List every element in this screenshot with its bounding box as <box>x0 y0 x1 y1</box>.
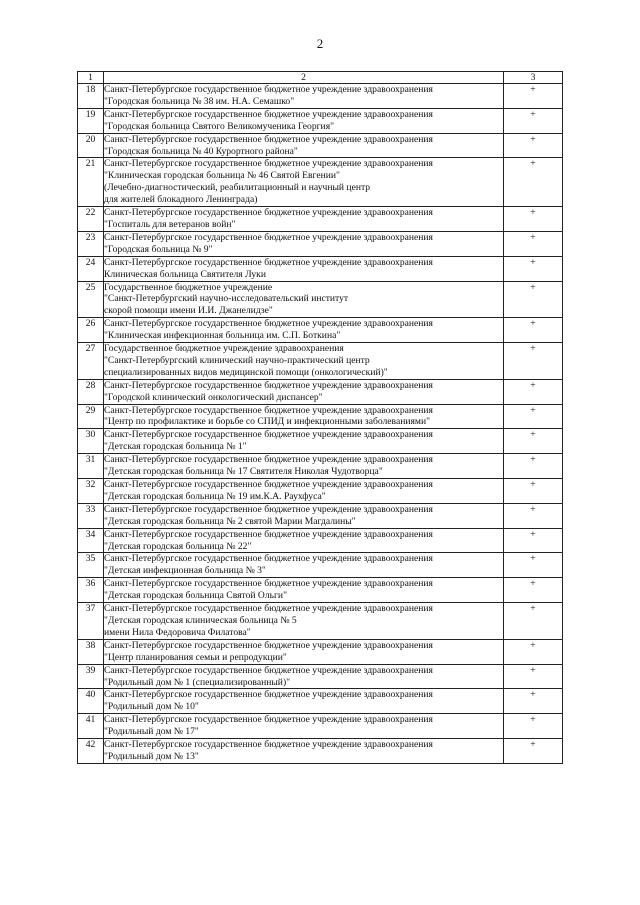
row-number: 37 <box>78 603 104 640</box>
institution-name-line: Санкт-Петербургское государственное бюджетное учреждение здравоохранения <box>104 404 433 416</box>
row-number: 21 <box>78 158 104 207</box>
table-row <box>78 553 563 578</box>
institution-name-line: "Детская городская больница № 17 Святителя Николая Чудотворца" <box>104 466 383 478</box>
row-number: 25 <box>78 281 104 318</box>
institution-name-line: Санкт-Петербургское государственное бюджетное учреждение здравоохранения <box>104 231 433 243</box>
institution-name <box>104 739 504 764</box>
inclusion-mark: + <box>504 158 563 207</box>
table-row <box>78 739 563 764</box>
institution-name-line: Санкт-Петербургское государственное бюджетное учреждение здравоохранения <box>104 639 433 651</box>
row-number: 27 <box>78 343 104 380</box>
institutions-table <box>77 71 563 764</box>
institution-name-line: "Детская городская больница № 1" <box>104 441 247 453</box>
inclusion-mark: + <box>504 639 563 664</box>
institution-name-line: Санкт-Петербургское государственное бюджетное учреждение здравоохранения <box>104 479 433 490</box>
table-row <box>78 256 563 281</box>
row-number: 33 <box>78 503 104 528</box>
institution-name-line: "Детская городская больница № 2 святой Марии Магдалины" <box>104 515 356 527</box>
table-row <box>78 689 563 714</box>
inclusion-mark: + <box>504 578 563 603</box>
institution-name-line: "Городская больница Святого Великомученика Георгия" <box>104 120 335 132</box>
institution-name-line: Государственное бюджетное учреждение <box>104 281 273 293</box>
institution-name-line: "Центр планирования семьи и репродукции" <box>104 651 287 663</box>
header-col-3: 3 <box>504 72 563 84</box>
institution-name-line: имени Нила Федоровича Филатова" <box>104 626 251 638</box>
table-row <box>78 639 563 664</box>
inclusion-mark: + <box>504 256 563 281</box>
inclusion-mark: + <box>504 714 563 739</box>
row-number: 35 <box>78 553 104 578</box>
institution-name-line: Клиническая больница Святителя Луки <box>104 268 266 280</box>
header-col-1: 1 <box>78 72 104 84</box>
page-number: 2 <box>316 36 324 51</box>
table-row <box>78 231 563 256</box>
inclusion-mark: + <box>504 739 563 764</box>
institution-name-line: Санкт-Петербургское государственное бюджетное учреждение здравоохранения <box>104 689 433 701</box>
row-number: 22 <box>78 207 104 232</box>
institution-name <box>104 404 504 429</box>
institution-name-line: "Городской клинический онкологический диспансер" <box>104 391 323 403</box>
institution-name-line: Санкт-Петербургское государственное бюджетное учреждение здравоохранения <box>104 528 433 540</box>
table-row <box>78 603 563 640</box>
row-number: 29 <box>78 404 104 429</box>
institution-name-line: Санкт-Петербургское государственное бюджетное учреждение здравоохранения <box>104 84 433 95</box>
row-number: 39 <box>78 664 104 689</box>
institution-name <box>104 714 504 739</box>
institution-name-line: "Городская больница № 40 Курортного района" <box>104 145 298 157</box>
table-row <box>78 664 563 689</box>
institution-name-line: Санкт-Петербургское государственное бюджетное учреждение здравоохранения <box>104 207 433 219</box>
institution-name-line: скорой помощи имени И.И. Джанелидзе" <box>104 305 273 317</box>
table-row <box>78 108 563 133</box>
institution-name-line: Санкт-Петербургское государственное бюджетное учреждение здравоохранения <box>104 158 433 170</box>
row-number: 32 <box>78 479 104 504</box>
institution-name <box>104 578 504 603</box>
institution-name-line: Санкт-Петербургское государственное бюджетное учреждение здравоохранения <box>104 256 433 268</box>
table-row <box>78 528 563 553</box>
inclusion-mark: + <box>504 664 563 689</box>
table-row <box>78 158 563 207</box>
table-row <box>78 578 563 603</box>
institution-name-line: Санкт-Петербургское государственное бюджетное учреждение здравоохранения <box>104 553 433 565</box>
table-row <box>78 503 563 528</box>
institution-name-line: "Родильный дом № 13" <box>104 750 199 762</box>
institution-name <box>104 318 504 343</box>
inclusion-mark: + <box>504 84 563 109</box>
inclusion-mark: + <box>504 379 563 404</box>
institution-name <box>104 603 504 640</box>
inclusion-mark: + <box>504 429 563 454</box>
institution-name-line: Санкт-Петербургское государственное бюджетное учреждение здравоохранения <box>104 454 433 466</box>
institution-name <box>104 553 504 578</box>
table-row <box>78 84 563 109</box>
institution-name-line: "Госпиталь для ветеранов войн" <box>104 218 236 230</box>
row-number: 41 <box>78 714 104 739</box>
table-row <box>78 318 563 343</box>
row-number: 23 <box>78 231 104 256</box>
inclusion-mark: + <box>504 689 563 714</box>
row-number: 28 <box>78 379 104 404</box>
table-row <box>78 379 563 404</box>
institution-name <box>104 639 504 664</box>
institution-name-line: "Родильный дом № 10" <box>104 701 199 713</box>
row-number: 42 <box>78 739 104 764</box>
row-number: 34 <box>78 528 104 553</box>
row-number: 30 <box>78 429 104 454</box>
institution-name-line: "Детская городская клиническая больница № 5 <box>104 614 297 626</box>
institution-name <box>104 207 504 232</box>
institution-name-line: Санкт-Петербургское государственное бюджетное учреждение здравоохранения <box>104 503 433 515</box>
inclusion-mark: + <box>504 603 563 640</box>
table-row <box>78 281 563 318</box>
institution-name-line: "Санкт-Петербургский научно-исследовательский институт <box>104 293 349 305</box>
table-row <box>78 479 563 504</box>
institution-name <box>104 689 504 714</box>
institution-name-line: Санкт-Петербургское государственное бюджетное учреждение здравоохранения <box>104 739 433 751</box>
institution-name-line: Санкт-Петербургское государственное бюджетное учреждение здравоохранения <box>104 664 433 676</box>
institution-name-line: "Городская больница № 38 им. Н.А. Семашко" <box>104 95 295 107</box>
inclusion-mark: + <box>504 318 563 343</box>
institution-name <box>104 84 504 109</box>
table-row <box>78 133 563 158</box>
inclusion-mark: + <box>504 207 563 232</box>
institution-name-line: Санкт-Петербургское государственное бюджетное учреждение здравоохранения <box>104 379 433 391</box>
institution-name <box>104 528 504 553</box>
institution-name-line: "Детская городская больница № 22" <box>104 540 252 552</box>
institution-name-line: Санкт-Петербургское государственное бюджетное учреждение здравоохранения <box>104 578 433 590</box>
table-row <box>78 207 563 232</box>
institution-name <box>104 158 504 207</box>
table-row <box>78 404 563 429</box>
row-number: 18 <box>78 84 104 109</box>
header-col-2: 2 <box>104 72 504 84</box>
row-number: 40 <box>78 689 104 714</box>
inclusion-mark: + <box>504 479 563 504</box>
institution-name <box>104 343 504 380</box>
institution-name-line: "Городская больница № 9" <box>104 243 213 255</box>
inclusion-mark: + <box>504 553 563 578</box>
institution-name-line: "Родильный дом № 1 (специализированный)" <box>104 676 291 688</box>
row-number: 19 <box>78 108 104 133</box>
table-row <box>78 454 563 479</box>
inclusion-mark: + <box>504 108 563 133</box>
table-header-row <box>78 72 563 84</box>
institution-name-line: Санкт-Петербургское государственное бюджетное учреждение здравоохранения <box>104 603 433 615</box>
inclusion-mark: + <box>504 133 563 158</box>
institution-name <box>104 281 504 318</box>
row-number: 24 <box>78 256 104 281</box>
inclusion-mark: + <box>504 503 563 528</box>
inclusion-mark: + <box>504 281 563 318</box>
institution-name-line: "Клиническая инфекционная больница им. С.П. Боткина" <box>104 330 341 342</box>
institution-name-line: "Детская инфекционная больница № 3" <box>104 565 266 577</box>
inclusion-mark: + <box>504 528 563 553</box>
institution-name <box>104 256 504 281</box>
institution-name <box>104 479 504 504</box>
institution-name-line: "Клиническая городская больница № 46 Святой Евгении" <box>104 170 340 182</box>
institution-name-line: специализированных видов медицинской помощи (онкологический)" <box>104 366 388 378</box>
institution-name-line: Санкт-Петербургское государственное бюджетное учреждение здравоохранения <box>104 133 433 145</box>
institution-name <box>104 664 504 689</box>
institution-name-line: для жителей блокадного Ленинграда) <box>104 194 258 206</box>
institution-name-line: (Лечебно-диагностический, реабилитационный и научный центр <box>104 182 371 194</box>
institution-name-line: "Санкт-Петербургский клинический научно-практический центр <box>104 354 370 366</box>
institution-name <box>104 133 504 158</box>
institution-name-line: Санкт-Петербургское государственное бюджетное учреждение здравоохранения <box>104 318 433 330</box>
institution-name-line: Санкт-Петербургское государственное бюджетное учреждение здравоохранения <box>104 429 433 441</box>
institution-name-line: Санкт-Петербургское государственное бюджетное учреждение здравоохранения <box>104 108 433 120</box>
institution-name-line: "Родильный дом № 17" <box>104 726 199 738</box>
institution-name <box>104 231 504 256</box>
inclusion-mark: + <box>504 454 563 479</box>
inclusion-mark: + <box>504 404 563 429</box>
table-row <box>78 429 563 454</box>
institution-name <box>104 503 504 528</box>
institution-name-line: Государственное бюджетное учреждение здравоохранения <box>104 343 344 355</box>
row-number: 38 <box>78 639 104 664</box>
institution-name <box>104 379 504 404</box>
inclusion-mark: + <box>504 343 563 380</box>
institution-name <box>104 454 504 479</box>
institution-name-line: "Детская городская больница № 19 им.К.А. Раухфуса" <box>104 490 326 502</box>
institution-name-line: Санкт-Петербургское государственное бюджетное учреждение здравоохранения <box>104 714 433 726</box>
table-row <box>78 343 563 380</box>
row-number: 20 <box>78 133 104 158</box>
institution-name-line: "Центр по профилактике и борьбе со СПИД и инфекционными заболеваниями" <box>104 416 431 428</box>
institution-name <box>104 108 504 133</box>
institution-name <box>104 429 504 454</box>
row-number: 36 <box>78 578 104 603</box>
row-number: 26 <box>78 318 104 343</box>
institution-name-line: "Детская городская больница Святой Ольги" <box>104 590 287 602</box>
table-row <box>78 714 563 739</box>
row-number: 31 <box>78 454 104 479</box>
inclusion-mark: + <box>504 231 563 256</box>
